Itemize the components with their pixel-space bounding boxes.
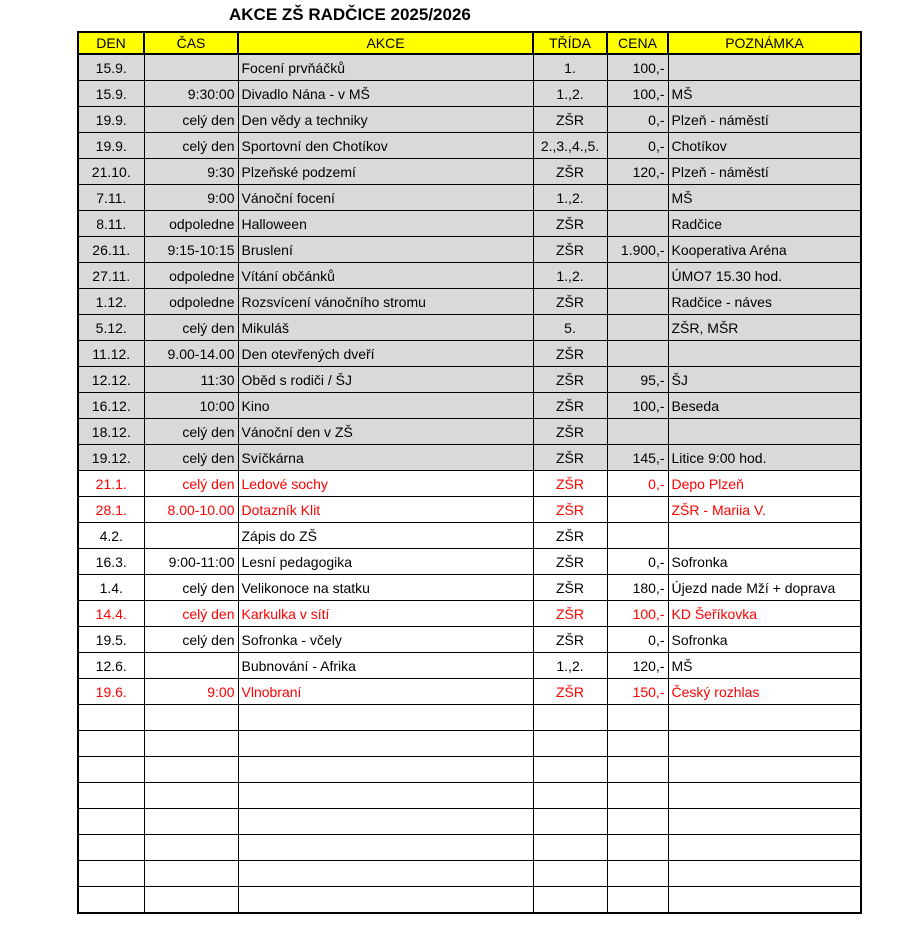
cell-akce: Focení prvňáčků bbox=[238, 54, 533, 81]
cell-cena: 0,- bbox=[607, 107, 668, 133]
table-row bbox=[78, 627, 861, 653]
cell-cas: celý den bbox=[144, 575, 238, 601]
table-row bbox=[78, 54, 861, 81]
cell-den: 1.12. bbox=[78, 289, 144, 315]
header-trida: TŘÍDA bbox=[533, 32, 607, 54]
cell-poznamka: Kooperativa Aréna bbox=[668, 237, 861, 263]
table-row bbox=[78, 861, 861, 887]
cell-cas: 9:30:00 bbox=[144, 81, 238, 107]
cell-akce: Kino bbox=[238, 393, 533, 419]
cell-trida: ZŠR bbox=[533, 159, 607, 185]
cell-cena: 150,- bbox=[607, 679, 668, 705]
table-row bbox=[78, 549, 861, 575]
cell-cena bbox=[607, 523, 668, 549]
cell-cena bbox=[607, 835, 668, 861]
cell-akce: Divadlo Nána - v MŠ bbox=[238, 81, 533, 107]
cell-cas: 8.00-10.00 bbox=[144, 497, 238, 523]
cell-cas: celý den bbox=[144, 107, 238, 133]
cell-cena bbox=[607, 497, 668, 523]
cell-cena: 100,- bbox=[607, 54, 668, 81]
cell-cas: celý den bbox=[144, 315, 238, 341]
cell-akce: Vítání občánků bbox=[238, 263, 533, 289]
cell-trida: ZŠR bbox=[533, 627, 607, 653]
cell-cena bbox=[607, 887, 668, 914]
cell-akce: Sofronka - včely bbox=[238, 627, 533, 653]
cell-trida: ZŠR bbox=[533, 549, 607, 575]
cell-cena: 0,- bbox=[607, 627, 668, 653]
cell-poznamka bbox=[668, 419, 861, 445]
table-row bbox=[78, 497, 861, 523]
cell-cas: odpoledne bbox=[144, 289, 238, 315]
table-row bbox=[78, 185, 861, 211]
cell-poznamka: Újezd nade Mží + doprava bbox=[668, 575, 861, 601]
cell-den: 21.10. bbox=[78, 159, 144, 185]
cell-cas: 9:00 bbox=[144, 679, 238, 705]
cell-cas bbox=[144, 54, 238, 81]
cell-akce: Den otevřených dveří bbox=[238, 341, 533, 367]
cell-cas bbox=[144, 731, 238, 757]
cell-trida: ZŠR bbox=[533, 523, 607, 549]
cell-poznamka bbox=[668, 809, 861, 835]
header-row bbox=[78, 32, 861, 54]
cell-poznamka: ÚMO7 15.30 hod. bbox=[668, 263, 861, 289]
cell-akce: Mikuláš bbox=[238, 315, 533, 341]
cell-trida: 1. bbox=[533, 54, 607, 81]
cell-trida bbox=[533, 705, 607, 731]
cell-cena: 0,- bbox=[607, 471, 668, 497]
table-row bbox=[78, 81, 861, 107]
table-row bbox=[78, 133, 861, 159]
cell-poznamka bbox=[668, 341, 861, 367]
cell-akce: Bubnování - Afrika bbox=[238, 653, 533, 679]
cell-den: 19.12. bbox=[78, 445, 144, 471]
header-cas: ČAS bbox=[144, 32, 238, 54]
cell-den: 16.3. bbox=[78, 549, 144, 575]
cell-cas bbox=[144, 705, 238, 731]
cell-cena bbox=[607, 809, 668, 835]
cell-trida: ZŠR bbox=[533, 497, 607, 523]
cell-akce: Vánoční den v ZŠ bbox=[238, 419, 533, 445]
cell-cena: 0,- bbox=[607, 133, 668, 159]
cell-poznamka: Chotíkov bbox=[668, 133, 861, 159]
cell-trida: 2.,3.,4.,5. bbox=[533, 133, 607, 159]
cell-trida: ZŠR bbox=[533, 679, 607, 705]
cell-den: 27.11. bbox=[78, 263, 144, 289]
table-row bbox=[78, 107, 861, 133]
cell-cas: 9.00-14.00 bbox=[144, 341, 238, 367]
cell-cas bbox=[144, 653, 238, 679]
cell-cas: 11:30 bbox=[144, 367, 238, 393]
cell-poznamka: ZŠR, MŠR bbox=[668, 315, 861, 341]
cell-cena bbox=[607, 419, 668, 445]
cell-cena bbox=[607, 211, 668, 237]
cell-den: 21.1. bbox=[78, 471, 144, 497]
cell-den bbox=[78, 783, 144, 809]
cell-trida bbox=[533, 757, 607, 783]
cell-cas bbox=[144, 809, 238, 835]
cell-den: 19.5. bbox=[78, 627, 144, 653]
cell-trida: ZŠR bbox=[533, 419, 607, 445]
cell-trida: ZŠR bbox=[533, 601, 607, 627]
cell-cas: 9:00-11:00 bbox=[144, 549, 238, 575]
cell-akce bbox=[238, 835, 533, 861]
cell-den: 15.9. bbox=[78, 54, 144, 81]
cell-trida: ZŠR bbox=[533, 471, 607, 497]
cell-poznamka bbox=[668, 523, 861, 549]
table-row bbox=[78, 887, 861, 914]
cell-cena: 120,- bbox=[607, 159, 668, 185]
cell-akce bbox=[238, 705, 533, 731]
cell-den: 28.1. bbox=[78, 497, 144, 523]
cell-akce bbox=[238, 861, 533, 887]
cell-den: 7.11. bbox=[78, 185, 144, 211]
cell-cena bbox=[607, 731, 668, 757]
cell-den bbox=[78, 861, 144, 887]
cell-akce: Svíčkárna bbox=[238, 445, 533, 471]
cell-cena: 120,- bbox=[607, 653, 668, 679]
table-row bbox=[78, 679, 861, 705]
cell-cena: 100,- bbox=[607, 601, 668, 627]
cell-akce: Ledové sochy bbox=[238, 471, 533, 497]
cell-den: 12.6. bbox=[78, 653, 144, 679]
cell-den bbox=[78, 757, 144, 783]
cell-den: 16.12. bbox=[78, 393, 144, 419]
cell-cena bbox=[607, 757, 668, 783]
table-row bbox=[78, 159, 861, 185]
cell-den: 19.9. bbox=[78, 107, 144, 133]
header-den: DEN bbox=[78, 32, 144, 54]
cell-trida bbox=[533, 783, 607, 809]
cell-cena bbox=[607, 315, 668, 341]
cell-poznamka: Sofronka bbox=[668, 549, 861, 575]
cell-cas: celý den bbox=[144, 471, 238, 497]
cell-trida: 5. bbox=[533, 315, 607, 341]
cell-trida: ZŠR bbox=[533, 237, 607, 263]
cell-den: 19.9. bbox=[78, 133, 144, 159]
cell-poznamka bbox=[668, 887, 861, 914]
cell-cena: 100,- bbox=[607, 81, 668, 107]
cell-cas: odpoledne bbox=[144, 211, 238, 237]
cell-trida bbox=[533, 861, 607, 887]
cell-akce: Lesní pedagogika bbox=[238, 549, 533, 575]
cell-poznamka: Český rozhlas bbox=[668, 679, 861, 705]
cell-trida: ZŠR bbox=[533, 107, 607, 133]
cell-cas bbox=[144, 861, 238, 887]
cell-den: 4.2. bbox=[78, 523, 144, 549]
cell-poznamka: Plzeň - náměstí bbox=[668, 107, 861, 133]
cell-cas bbox=[144, 523, 238, 549]
cell-den bbox=[78, 705, 144, 731]
cell-poznamka: MŠ bbox=[668, 81, 861, 107]
cell-cena bbox=[607, 263, 668, 289]
cell-poznamka bbox=[668, 783, 861, 809]
table-row bbox=[78, 237, 861, 263]
cell-akce bbox=[238, 887, 533, 914]
cell-cas: celý den bbox=[144, 419, 238, 445]
cell-poznamka: KD Šeříkovka bbox=[668, 601, 861, 627]
cell-poznamka bbox=[668, 705, 861, 731]
cell-trida: ZŠR bbox=[533, 393, 607, 419]
header-cena: CENA bbox=[607, 32, 668, 54]
cell-trida: ZŠR bbox=[533, 367, 607, 393]
cell-den: 1.4. bbox=[78, 575, 144, 601]
page-title: AKCE ZŠ RADČICE 2025/2026 bbox=[229, 5, 471, 24]
table-row bbox=[78, 367, 861, 393]
cell-poznamka bbox=[668, 731, 861, 757]
cell-den: 15.9. bbox=[78, 81, 144, 107]
cell-poznamka: MŠ bbox=[668, 185, 861, 211]
table-row bbox=[78, 809, 861, 835]
table-row bbox=[78, 705, 861, 731]
header-poznamka: POZNÁMKA bbox=[668, 32, 861, 54]
cell-den: 5.12. bbox=[78, 315, 144, 341]
cell-trida: ZŠR bbox=[533, 341, 607, 367]
cell-akce: Velikonoce na statku bbox=[238, 575, 533, 601]
table-row bbox=[78, 315, 861, 341]
cell-trida bbox=[533, 835, 607, 861]
cell-cena: 145,- bbox=[607, 445, 668, 471]
cell-trida: ZŠR bbox=[533, 211, 607, 237]
cell-cena bbox=[607, 705, 668, 731]
cell-den bbox=[78, 731, 144, 757]
cell-trida: ZŠR bbox=[533, 575, 607, 601]
cell-akce: Halloween bbox=[238, 211, 533, 237]
cell-akce: Bruslení bbox=[238, 237, 533, 263]
cell-cas bbox=[144, 757, 238, 783]
cell-trida: 1.,2. bbox=[533, 81, 607, 107]
cell-cena: 95,- bbox=[607, 367, 668, 393]
cell-akce: Karkulka v sítí bbox=[238, 601, 533, 627]
cell-cas: 10:00 bbox=[144, 393, 238, 419]
table-row bbox=[78, 211, 861, 237]
table-row bbox=[78, 757, 861, 783]
table-row bbox=[78, 601, 861, 627]
cell-cas: celý den bbox=[144, 445, 238, 471]
cell-cas: celý den bbox=[144, 133, 238, 159]
cell-cena: 100,- bbox=[607, 393, 668, 419]
cell-akce: Oběd s rodiči / ŠJ bbox=[238, 367, 533, 393]
cell-akce: Plzeňské podzemí bbox=[238, 159, 533, 185]
cell-poznamka: Radčice bbox=[668, 211, 861, 237]
cell-den bbox=[78, 809, 144, 835]
cell-trida: ZŠR bbox=[533, 289, 607, 315]
cell-akce: Den vědy a techniky bbox=[238, 107, 533, 133]
cell-poznamka: Beseda bbox=[668, 393, 861, 419]
cell-trida: 1.,2. bbox=[533, 185, 607, 211]
cell-trida: 1.,2. bbox=[533, 263, 607, 289]
table-row bbox=[78, 731, 861, 757]
cell-trida: ZŠR bbox=[533, 445, 607, 471]
table-row bbox=[78, 419, 861, 445]
cell-den: 14.4. bbox=[78, 601, 144, 627]
cell-cena bbox=[607, 185, 668, 211]
cell-den: 19.6. bbox=[78, 679, 144, 705]
cell-poznamka: ŠJ bbox=[668, 367, 861, 393]
cell-den: 11.12. bbox=[78, 341, 144, 367]
cell-den: 12.12. bbox=[78, 367, 144, 393]
cell-den: 8.11. bbox=[78, 211, 144, 237]
cell-poznamka: ZŠR - Mariia V. bbox=[668, 497, 861, 523]
cell-akce bbox=[238, 757, 533, 783]
cell-poznamka: Depo Plzeň bbox=[668, 471, 861, 497]
cell-cas bbox=[144, 887, 238, 914]
table-row bbox=[78, 575, 861, 601]
events-table bbox=[77, 31, 862, 914]
header-akce: AKCE bbox=[238, 32, 533, 54]
cell-cas: odpoledne bbox=[144, 263, 238, 289]
cell-cena bbox=[607, 289, 668, 315]
cell-cas: celý den bbox=[144, 601, 238, 627]
cell-poznamka bbox=[668, 861, 861, 887]
cell-poznamka: Plzeň - náměstí bbox=[668, 159, 861, 185]
cell-cena: 180,- bbox=[607, 575, 668, 601]
cell-den: 26.11. bbox=[78, 237, 144, 263]
cell-cas bbox=[144, 835, 238, 861]
cell-cena bbox=[607, 341, 668, 367]
cell-trida bbox=[533, 887, 607, 914]
cell-poznamka bbox=[668, 757, 861, 783]
cell-cas: celý den bbox=[144, 627, 238, 653]
cell-den bbox=[78, 887, 144, 914]
cell-cas: 9:15-10:15 bbox=[144, 237, 238, 263]
table-body bbox=[78, 54, 861, 913]
cell-cena: 0,- bbox=[607, 549, 668, 575]
cell-cas: 9:00 bbox=[144, 185, 238, 211]
table-row bbox=[78, 393, 861, 419]
cell-trida: 1.,2. bbox=[533, 653, 607, 679]
cell-cas bbox=[144, 783, 238, 809]
table-row bbox=[78, 289, 861, 315]
cell-poznamka: Sofronka bbox=[668, 627, 861, 653]
cell-cena: 1.900,- bbox=[607, 237, 668, 263]
cell-poznamka: MŠ bbox=[668, 653, 861, 679]
cell-poznamka bbox=[668, 54, 861, 81]
cell-cena bbox=[607, 783, 668, 809]
table-row bbox=[78, 445, 861, 471]
cell-akce: Dotazník Klit bbox=[238, 497, 533, 523]
table-row bbox=[78, 835, 861, 861]
cell-akce bbox=[238, 809, 533, 835]
cell-akce: Vlnobraní bbox=[238, 679, 533, 705]
cell-den: 18.12. bbox=[78, 419, 144, 445]
cell-akce: Vánoční focení bbox=[238, 185, 533, 211]
table-row bbox=[78, 263, 861, 289]
table-row bbox=[78, 523, 861, 549]
cell-akce bbox=[238, 783, 533, 809]
table-row bbox=[78, 471, 861, 497]
cell-akce: Zápis do ZŠ bbox=[238, 523, 533, 549]
cell-poznamka: Radčice - náves bbox=[668, 289, 861, 315]
cell-akce bbox=[238, 731, 533, 757]
cell-akce: Sportovní den Chotíkov bbox=[238, 133, 533, 159]
cell-trida bbox=[533, 731, 607, 757]
table-row bbox=[78, 653, 861, 679]
table-row bbox=[78, 783, 861, 809]
cell-cas: 9:30 bbox=[144, 159, 238, 185]
cell-trida bbox=[533, 809, 607, 835]
cell-den bbox=[78, 835, 144, 861]
table-row bbox=[78, 341, 861, 367]
cell-poznamka: Litice 9:00 hod. bbox=[668, 445, 861, 471]
cell-poznamka bbox=[668, 835, 861, 861]
cell-cena bbox=[607, 861, 668, 887]
cell-akce: Rozsvícení vánočního stromu bbox=[238, 289, 533, 315]
